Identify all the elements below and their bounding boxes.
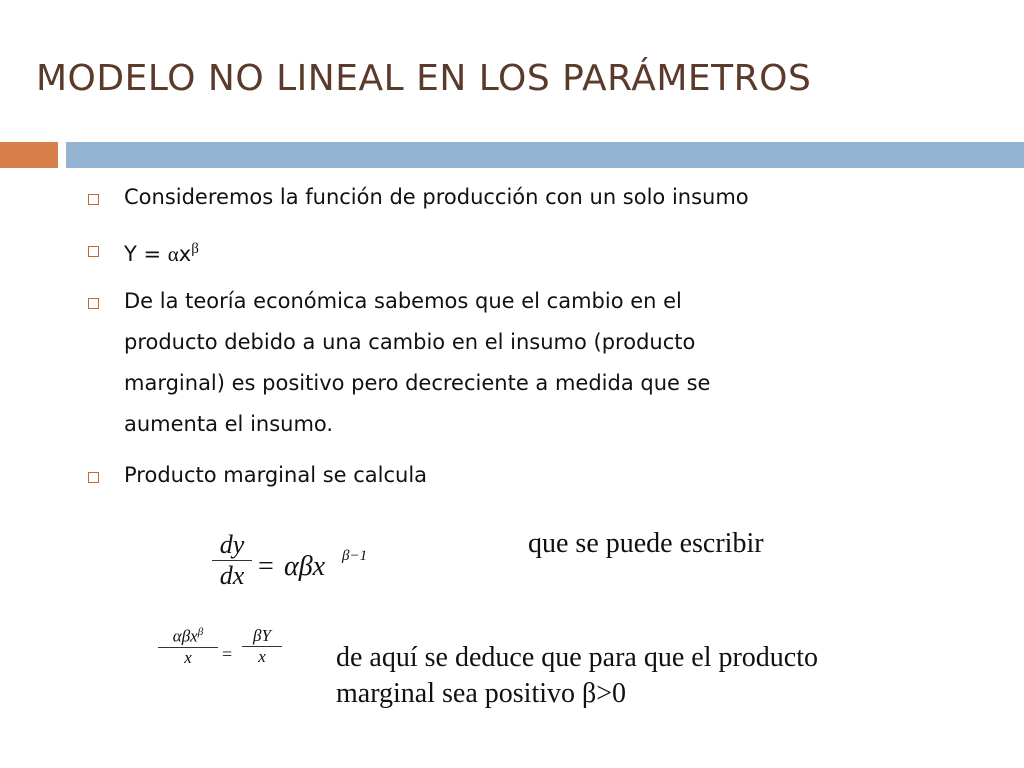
- equation-note: que se puede escribir: [528, 528, 764, 559]
- bullet-text-formula: [124, 229, 199, 275]
- conclusion-note: [336, 640, 818, 712]
- lhs-fraction: [158, 626, 218, 668]
- bullet-line: De la teoría económica sabemos que el cambio en el: [124, 289, 682, 313]
- equals-sign: =: [258, 551, 274, 582]
- bullet-line: aumenta el insumo.: [124, 412, 334, 436]
- equals-sign: =: [222, 644, 233, 664]
- formula-prefix: Y =: [124, 242, 168, 266]
- rhs-exponent: β−1: [342, 548, 368, 564]
- blue-accent-bar: [66, 142, 1024, 168]
- fraction-numerator: [158, 626, 218, 647]
- fraction-numerator: βY: [253, 626, 271, 645]
- bullet-square-icon: [88, 298, 99, 309]
- conclusion-line: de aquí se deduce que para que el producto: [336, 642, 819, 673]
- fraction-denominator: x: [184, 647, 192, 667]
- fraction-denominator: dx: [219, 561, 245, 590]
- lhs-numerator-exponent: β: [197, 626, 204, 638]
- bullet-text: Producto marginal se calcula: [124, 463, 428, 487]
- rhs-fraction: [242, 626, 282, 667]
- bullet-line: producto debido a una cambio en el insumo (producto: [124, 330, 696, 354]
- equation-simplified: [158, 626, 298, 690]
- fraction-numerator: dy: [219, 530, 245, 559]
- bullet-text-multiline: [124, 281, 710, 445]
- x-symbol: x: [178, 242, 192, 266]
- lhs-numerator: αβx: [172, 626, 198, 646]
- rhs-expression: αβx: [284, 551, 326, 582]
- bullet-line: marginal) es positivo pero decreciente a medida que se: [124, 371, 711, 395]
- bullet-text: Consideremos la función de producción con un solo insumo: [124, 185, 749, 209]
- equation-derivative: [212, 530, 412, 610]
- bullet-square-icon: [88, 472, 99, 483]
- bullet-square-icon: [88, 246, 99, 257]
- orange-accent-bar: [0, 142, 58, 168]
- bullet-square-icon: [88, 194, 99, 205]
- derivative-fraction: [212, 530, 252, 591]
- conclusion-line: marginal sea positivo β>0: [336, 678, 627, 709]
- fraction-denominator: x: [258, 647, 266, 666]
- alpha-symbol: α: [167, 242, 179, 266]
- slide-title: MODELO NO LINEAL EN LOS PARÁMETROS: [36, 58, 812, 99]
- beta-exponent: β: [191, 241, 199, 257]
